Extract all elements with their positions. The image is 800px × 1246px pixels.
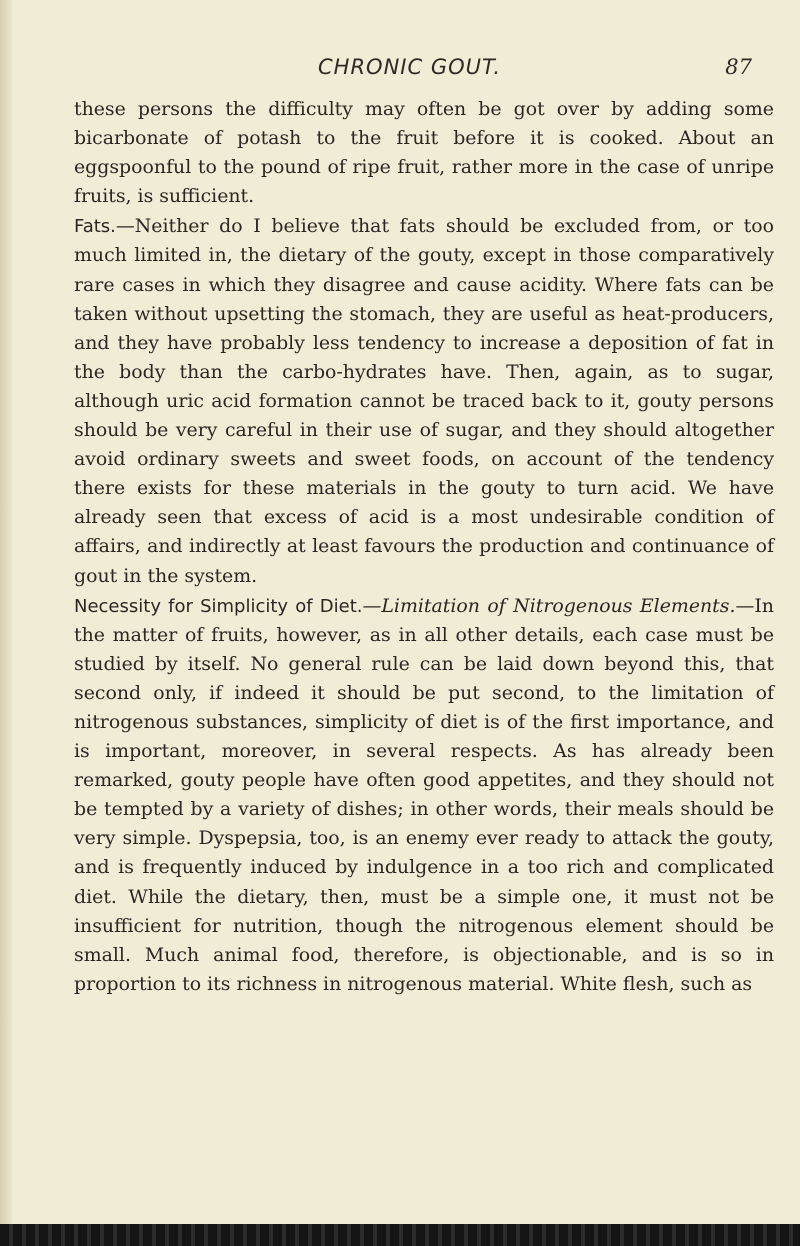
scan-bottom-edge (0, 1224, 800, 1246)
paragraph-text: —In the matter of fruits, however, as in all other details, each case must be studied by itself. No general rule can be laid down beyond this, that second only, if indeed it should be put second, to the limitation of nitrogenous substances, simplicity of diet is of the first importance, and is important, moreover, in several respects. As has already been remarked, gouty people have often good appetites, and they should not be tempted by a variety of dishes; in other words, their meals should be very simple. Dyspepsia, too, is an enemy ever ready to attack the gouty, and is frequently induced by indulgence in a too rich and complicated diet. While the dietary, then, must be a simple one, it must not be insufficient for nutrition, though the nitrogenous element should be small. Much animal food, therefore, is objectionable, and is so in proportion to its richness in nitrogenous material. White flesh, such as (74, 594, 774, 995)
section-subheading-nitrogenous: —Limitation of Nitrogenous Elements. (362, 594, 736, 617)
running-title: CHRONIC GOUT. (318, 55, 501, 79)
paragraph-fruit-cooking (74, 95, 774, 211)
section-heading-fats: Fats. (74, 216, 116, 238)
body-text (74, 95, 774, 999)
page-number: 87 (725, 55, 752, 79)
paragraph-simplicity (74, 592, 774, 999)
page-left-edge (0, 0, 12, 1246)
paragraph-fats (74, 212, 774, 590)
section-heading-simplicity: Necessity for Simplicity of Diet. (74, 595, 363, 617)
page-header (70, 55, 770, 85)
paragraph-text: —Neither do I believe that fats should be excluded from, or too much limited in, the dietary of the gouty, except in those comparatively rare cases in which they disagree and cause acidity. Where fats can be taken without upsetting the stomach, they are useful as heat-producers, and they have probably less tendency to increase a deposition of fat in the body than the carbo-hydrates have. Then, again, as to sugar, although uric acid formation cannot be traced back to it, gouty persons should be very careful in their use of sugar, and they should altogether avoid ordinary sweets and sweet foods, on account of the tendency there exists for these materials in the gouty to turn acid. We have already seen that excess of acid is a most undesirable condition of affairs, and indirectly at least favours the production and continuance of gout in the system. (74, 215, 774, 587)
paragraph-text: these persons the difficulty may often be got over by adding some bicarbonate of potash to the fruit before it is cooked. About an eggspoonful to the pound of ripe fruit, rather more in the case of unripe fruits, is sufficient. (74, 98, 774, 208)
